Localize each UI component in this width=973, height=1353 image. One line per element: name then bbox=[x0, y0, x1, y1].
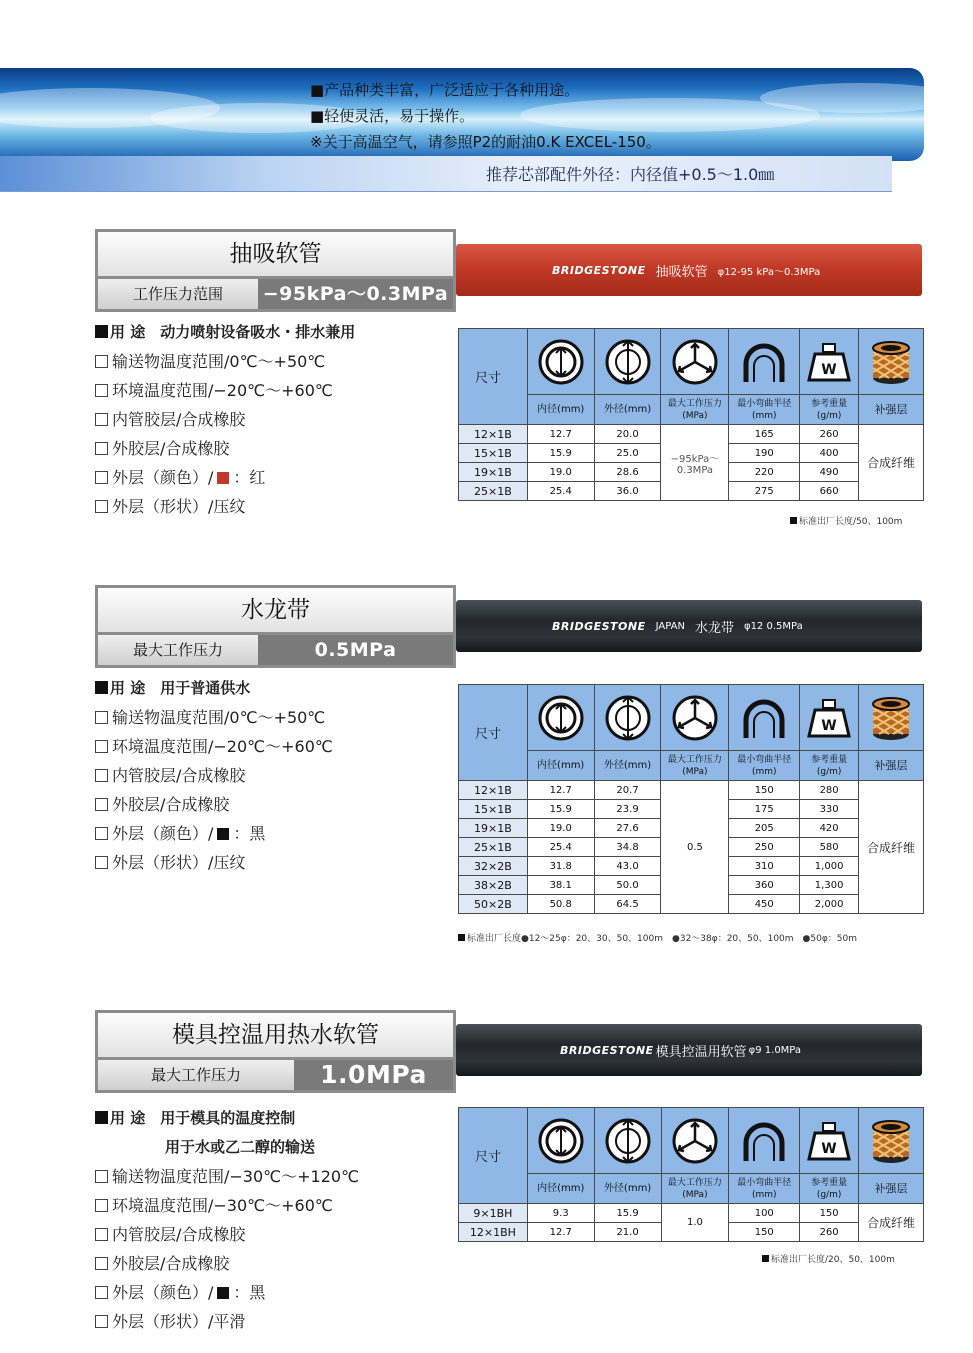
inner-header: 内径(mm) bbox=[527, 1174, 594, 1204]
checkbox-icon bbox=[95, 1170, 108, 1183]
outer-diameter-icon bbox=[594, 685, 661, 751]
hose-print-name: 水龙带 bbox=[694, 620, 734, 636]
outer-cell: 21.0 bbox=[594, 1223, 661, 1242]
bullet-square bbox=[790, 517, 797, 524]
checkbox-icon bbox=[95, 769, 108, 782]
section-name: 模具控温用热水软管 bbox=[98, 1013, 453, 1057]
color-name: ：红 bbox=[233, 468, 266, 487]
hose-image-mold bbox=[456, 1024, 922, 1076]
note-text: 标准出厂长度/50、100m bbox=[799, 517, 903, 527]
outer-cell: 64.5 bbox=[594, 895, 661, 914]
pressure-value: 1.0MPa bbox=[294, 1060, 453, 1090]
prop-item: 外胶层/合成橡胶 bbox=[112, 795, 230, 814]
size-cell: 15×1B bbox=[459, 444, 528, 463]
pressure-label: 最大工作压力 bbox=[98, 1060, 294, 1090]
color-label: 外层（颜色）/ bbox=[112, 468, 214, 487]
color-label: 外层（颜色）/ bbox=[112, 1283, 214, 1302]
bend-header: 最小弯曲半径 (mm) bbox=[729, 395, 800, 425]
pressure-cell: −95kPa～ 0.3MPa bbox=[661, 425, 729, 501]
reinf-header: 补强层 bbox=[859, 395, 924, 425]
svg-text:W: W bbox=[821, 361, 837, 378]
reinforcement-icon bbox=[859, 1108, 924, 1174]
prop-item: 外胶层/合成橡胶 bbox=[112, 1254, 230, 1273]
outer-cell: 27.6 bbox=[594, 819, 661, 838]
bend-cell: 205 bbox=[729, 819, 800, 838]
hose-image-suction bbox=[456, 244, 922, 296]
bend-cell: 250 bbox=[729, 838, 800, 857]
checkbox-icon bbox=[95, 1286, 108, 1299]
pressure-label: 最大工作压力 bbox=[98, 635, 258, 665]
bend-radius-icon bbox=[729, 685, 800, 751]
pressure-value: 0.5MPa bbox=[258, 635, 453, 665]
size-cell: 9×1BH bbox=[459, 1204, 528, 1223]
size-cell: 12×1B bbox=[459, 781, 528, 800]
weight-header: 参考重量 (g/m) bbox=[800, 1174, 859, 1204]
bend-cell: 220 bbox=[729, 463, 800, 482]
outer-cell: 20.0 bbox=[594, 425, 661, 444]
size-cell: 32×2B bbox=[459, 857, 528, 876]
inner-cell: 9.3 bbox=[527, 1204, 594, 1223]
weight-cell: 580 bbox=[800, 838, 859, 857]
checkbox-icon bbox=[95, 827, 108, 840]
checkbox-icon bbox=[95, 1315, 108, 1328]
inner-cell: 12.7 bbox=[527, 781, 594, 800]
color-name: ：黑 bbox=[233, 1283, 266, 1302]
pressure-header: 最大工作压力 (MPa) bbox=[661, 751, 729, 781]
checkbox-icon bbox=[95, 711, 108, 724]
weight-cell: 1,300 bbox=[800, 876, 859, 895]
bend-radius-icon bbox=[729, 1108, 800, 1174]
weight-cell: 330 bbox=[800, 800, 859, 819]
weight-cell: 150 bbox=[800, 1204, 859, 1223]
brand-logo: BRIDGESTONE bbox=[560, 1043, 654, 1057]
checkbox-icon bbox=[95, 1199, 108, 1212]
checkbox-icon bbox=[95, 856, 108, 869]
inner-cell: 19.0 bbox=[527, 819, 594, 838]
prop-item: 环境温度范围/−20℃～+60℃ bbox=[112, 381, 333, 400]
weight-cell: 490 bbox=[800, 463, 859, 482]
inner-cell: 15.9 bbox=[527, 444, 594, 463]
reinforcement-icon bbox=[859, 329, 924, 395]
inner-diameter-icon bbox=[527, 1108, 594, 1174]
size-cell: 19×1B bbox=[459, 819, 528, 838]
checkbox-icon bbox=[95, 740, 108, 753]
color-name: ：黑 bbox=[233, 824, 266, 843]
inner-cell: 25.4 bbox=[527, 482, 594, 501]
checkbox-icon bbox=[95, 384, 108, 397]
pressure-icon bbox=[661, 685, 729, 751]
pressure-header: 最大工作压力 (MPa) bbox=[661, 1174, 729, 1204]
size-header: 尺寸 bbox=[459, 685, 528, 781]
outer-diameter-icon bbox=[594, 329, 661, 395]
table-row bbox=[459, 1204, 924, 1223]
properties-mold bbox=[95, 1104, 359, 1336]
hose-print-spec: φ9 1.0MPa bbox=[748, 1044, 802, 1056]
inner-diameter-icon bbox=[527, 329, 594, 395]
section-name: 抽吸软管 bbox=[98, 232, 453, 276]
inner-cell: 15.9 bbox=[527, 800, 594, 819]
note-text: 标准出厂长度●12～25φ：20、30、50、100m ●32～38φ：20、50、100m ●50φ：50m bbox=[467, 934, 858, 944]
bend-cell: 190 bbox=[729, 444, 800, 463]
banner-text bbox=[310, 77, 661, 155]
weight-cell: 260 bbox=[800, 1223, 859, 1242]
reinf-header: 补强层 bbox=[859, 751, 924, 781]
weight-cell: 1,000 bbox=[800, 857, 859, 876]
length-note bbox=[790, 514, 902, 527]
usage-text: 用 途 动力喷射设备吸水・排水兼用 bbox=[110, 323, 356, 341]
outer-cell: 28.6 bbox=[594, 463, 661, 482]
weight-icon bbox=[800, 329, 859, 395]
spec-table-suction bbox=[458, 328, 924, 501]
bend-cell: 360 bbox=[729, 876, 800, 895]
svg-text:W: W bbox=[821, 717, 837, 734]
prop-item: 内管胶层/合成橡胶 bbox=[112, 766, 246, 785]
weight-cell: 420 bbox=[800, 819, 859, 838]
bullet-square bbox=[458, 934, 465, 941]
pressure-icon bbox=[661, 1108, 729, 1174]
prop-item: 外胶层/合成橡胶 bbox=[112, 439, 230, 458]
section-title-mold-hose bbox=[95, 1010, 456, 1093]
spec-table-mold bbox=[458, 1107, 924, 1242]
bullet-square bbox=[95, 681, 108, 694]
size-cell: 19×1B bbox=[459, 463, 528, 482]
inner-header: 内径(mm) bbox=[527, 395, 594, 425]
inner-header: 内径(mm) bbox=[527, 751, 594, 781]
outer-cell: 50.0 bbox=[594, 876, 661, 895]
svg-text:W: W bbox=[821, 1140, 837, 1157]
checkbox-icon bbox=[95, 1228, 108, 1241]
size-cell: 15×1B bbox=[459, 800, 528, 819]
banner-line-3: ※关于高温空气，请参照P2的耐油0.K EXCEL-150。 bbox=[310, 133, 661, 151]
checkbox-icon bbox=[95, 500, 108, 513]
pressure-cell: 1.0 bbox=[661, 1204, 729, 1242]
checkbox-icon bbox=[95, 442, 108, 455]
color-swatch-red bbox=[217, 472, 229, 484]
inner-cell: 50.8 bbox=[527, 895, 594, 914]
hose-print-name: 模具控温用软管 bbox=[655, 1044, 747, 1060]
weight-cell: 660 bbox=[800, 482, 859, 501]
size-cell: 12×1BH bbox=[459, 1223, 528, 1242]
weight-header: 参考重量 (g/m) bbox=[800, 751, 859, 781]
brand-logo: BRIDGESTONE bbox=[552, 619, 646, 633]
outer-cell: 23.9 bbox=[594, 800, 661, 819]
checkbox-icon bbox=[95, 413, 108, 426]
bullet-square bbox=[762, 1255, 769, 1262]
usage-text-2: 用于水或乙二醇的输送 bbox=[165, 1138, 316, 1156]
reinf-cell: 合成纤维 bbox=[859, 781, 924, 914]
pressure-cell: 0.5 bbox=[661, 781, 729, 914]
outer-cell: 20.7 bbox=[594, 781, 661, 800]
prop-item: 环境温度范围/−30℃～+60℃ bbox=[112, 1196, 333, 1215]
size-cell: 50×2B bbox=[459, 895, 528, 914]
length-note bbox=[458, 931, 857, 944]
hose-print-spec: φ12 0.5MPa bbox=[743, 620, 803, 632]
bend-header: 最小弯曲半径 (mm) bbox=[729, 751, 800, 781]
weight-header: 参考重量 (g/m) bbox=[800, 395, 859, 425]
banner-line-2: ■轻便灵活，易于操作。 bbox=[310, 107, 475, 125]
shape-item: 外层（形状）/平滑 bbox=[112, 1312, 246, 1331]
pressure-icon bbox=[661, 329, 729, 395]
bend-cell: 165 bbox=[729, 425, 800, 444]
outer-cell: 43.0 bbox=[594, 857, 661, 876]
inner-cell: 31.8 bbox=[527, 857, 594, 876]
checkbox-icon bbox=[95, 355, 108, 368]
table-row bbox=[459, 425, 924, 444]
checkbox-icon bbox=[95, 1257, 108, 1270]
outer-diameter-icon bbox=[594, 1108, 661, 1174]
bend-cell: 175 bbox=[729, 800, 800, 819]
size-cell: 12×1B bbox=[459, 425, 528, 444]
properties-suction bbox=[95, 318, 355, 521]
checkbox-icon bbox=[95, 798, 108, 811]
prop-item: 环境温度范围/−20℃～+60℃ bbox=[112, 737, 333, 756]
inner-cell: 38.1 bbox=[527, 876, 594, 895]
outer-cell: 25.0 bbox=[594, 444, 661, 463]
pressure-label: 工作压力范围 bbox=[98, 279, 258, 309]
prop-item: 输送物温度范围/−30℃～+120℃ bbox=[112, 1167, 360, 1186]
reinforcement-icon bbox=[859, 685, 924, 751]
inner-cell: 12.7 bbox=[527, 425, 594, 444]
size-header: 尺寸 bbox=[459, 1108, 528, 1204]
banner-line-1: ■产品种类丰富，广泛适应于各种用途。 bbox=[310, 81, 580, 99]
outer-header: 外径(mm) bbox=[594, 751, 661, 781]
brand-logo: BRIDGESTONE bbox=[552, 263, 646, 277]
pressure-header: 最大工作压力 (MPa) bbox=[661, 395, 729, 425]
bend-radius-icon bbox=[729, 329, 800, 395]
checkbox-icon bbox=[95, 471, 108, 484]
weight-cell: 280 bbox=[800, 781, 859, 800]
bend-cell: 150 bbox=[729, 781, 800, 800]
bullet-square bbox=[95, 1111, 108, 1124]
pressure-value: −95kPa～0.3MPa bbox=[258, 279, 453, 309]
bend-cell: 275 bbox=[729, 482, 800, 501]
inner-cell: 12.7 bbox=[527, 1223, 594, 1242]
bend-cell: 100 bbox=[729, 1204, 800, 1223]
inner-cell: 25.4 bbox=[527, 838, 594, 857]
prop-item: 输送物温度范围/0℃～+50℃ bbox=[112, 352, 326, 371]
bend-cell: 310 bbox=[729, 857, 800, 876]
section-title-suction bbox=[95, 229, 456, 312]
outer-cell: 36.0 bbox=[594, 482, 661, 501]
prop-item: 内管胶层/合成橡胶 bbox=[112, 1225, 246, 1244]
weight-icon bbox=[800, 1108, 859, 1174]
weight-icon bbox=[800, 685, 859, 751]
inner-cell: 19.0 bbox=[527, 463, 594, 482]
reinf-header: 补强层 bbox=[859, 1174, 924, 1204]
bend-header: 最小弯曲半径 (mm) bbox=[729, 1174, 800, 1204]
outer-cell: 34.8 bbox=[594, 838, 661, 857]
prop-item: 输送物温度范围/0℃～+50℃ bbox=[112, 708, 326, 727]
color-swatch-black bbox=[217, 828, 229, 840]
reinf-cell: 合成纤维 bbox=[859, 1204, 924, 1242]
reinf-cell: 合成纤维 bbox=[859, 425, 924, 501]
weight-cell: 260 bbox=[800, 425, 859, 444]
color-label: 外层（颜色）/ bbox=[112, 824, 214, 843]
outer-cell: 15.9 bbox=[594, 1204, 661, 1223]
usage-text: 用 途 用于模具的温度控制 bbox=[110, 1109, 296, 1127]
size-header: 尺寸 bbox=[459, 329, 528, 425]
usage-text: 用 途 用于普通供水 bbox=[110, 679, 251, 697]
table-row bbox=[459, 781, 924, 800]
hose-image-water bbox=[456, 600, 922, 652]
shape-item: 外层（形状）/压纹 bbox=[112, 853, 246, 872]
spec-table-water bbox=[458, 684, 924, 914]
outer-header: 外径(mm) bbox=[594, 1174, 661, 1204]
color-swatch-black bbox=[217, 1287, 229, 1299]
prop-item: 内管胶层/合成橡胶 bbox=[112, 410, 246, 429]
bullet-square bbox=[95, 325, 108, 338]
size-cell: 25×1B bbox=[459, 482, 528, 501]
hose-print-spec: φ12-95 kPa～0.3MPa bbox=[717, 266, 821, 278]
hose-print-name: 抽吸软管 bbox=[655, 264, 708, 280]
size-cell: 25×1B bbox=[459, 838, 528, 857]
weight-cell: 400 bbox=[800, 444, 859, 463]
weight-cell: 2,000 bbox=[800, 895, 859, 914]
bend-cell: 150 bbox=[729, 1223, 800, 1242]
section-title-water-hose bbox=[95, 585, 456, 668]
outer-header: 外径(mm) bbox=[594, 395, 661, 425]
note-text: 标准出厂长度/20、50、100m bbox=[771, 1255, 895, 1265]
length-note bbox=[762, 1252, 895, 1265]
properties-water bbox=[95, 674, 333, 877]
recommend-text: 推荐芯部配件外径：内径值+0.5～1.0㎜ bbox=[486, 165, 775, 184]
inner-diameter-icon bbox=[527, 685, 594, 751]
hose-print-origin: JAPAN bbox=[655, 620, 685, 632]
shape-item: 外层（形状）/压纹 bbox=[112, 497, 246, 516]
bend-cell: 450 bbox=[729, 895, 800, 914]
size-cell: 38×2B bbox=[459, 876, 528, 895]
section-name: 水龙带 bbox=[98, 588, 453, 632]
